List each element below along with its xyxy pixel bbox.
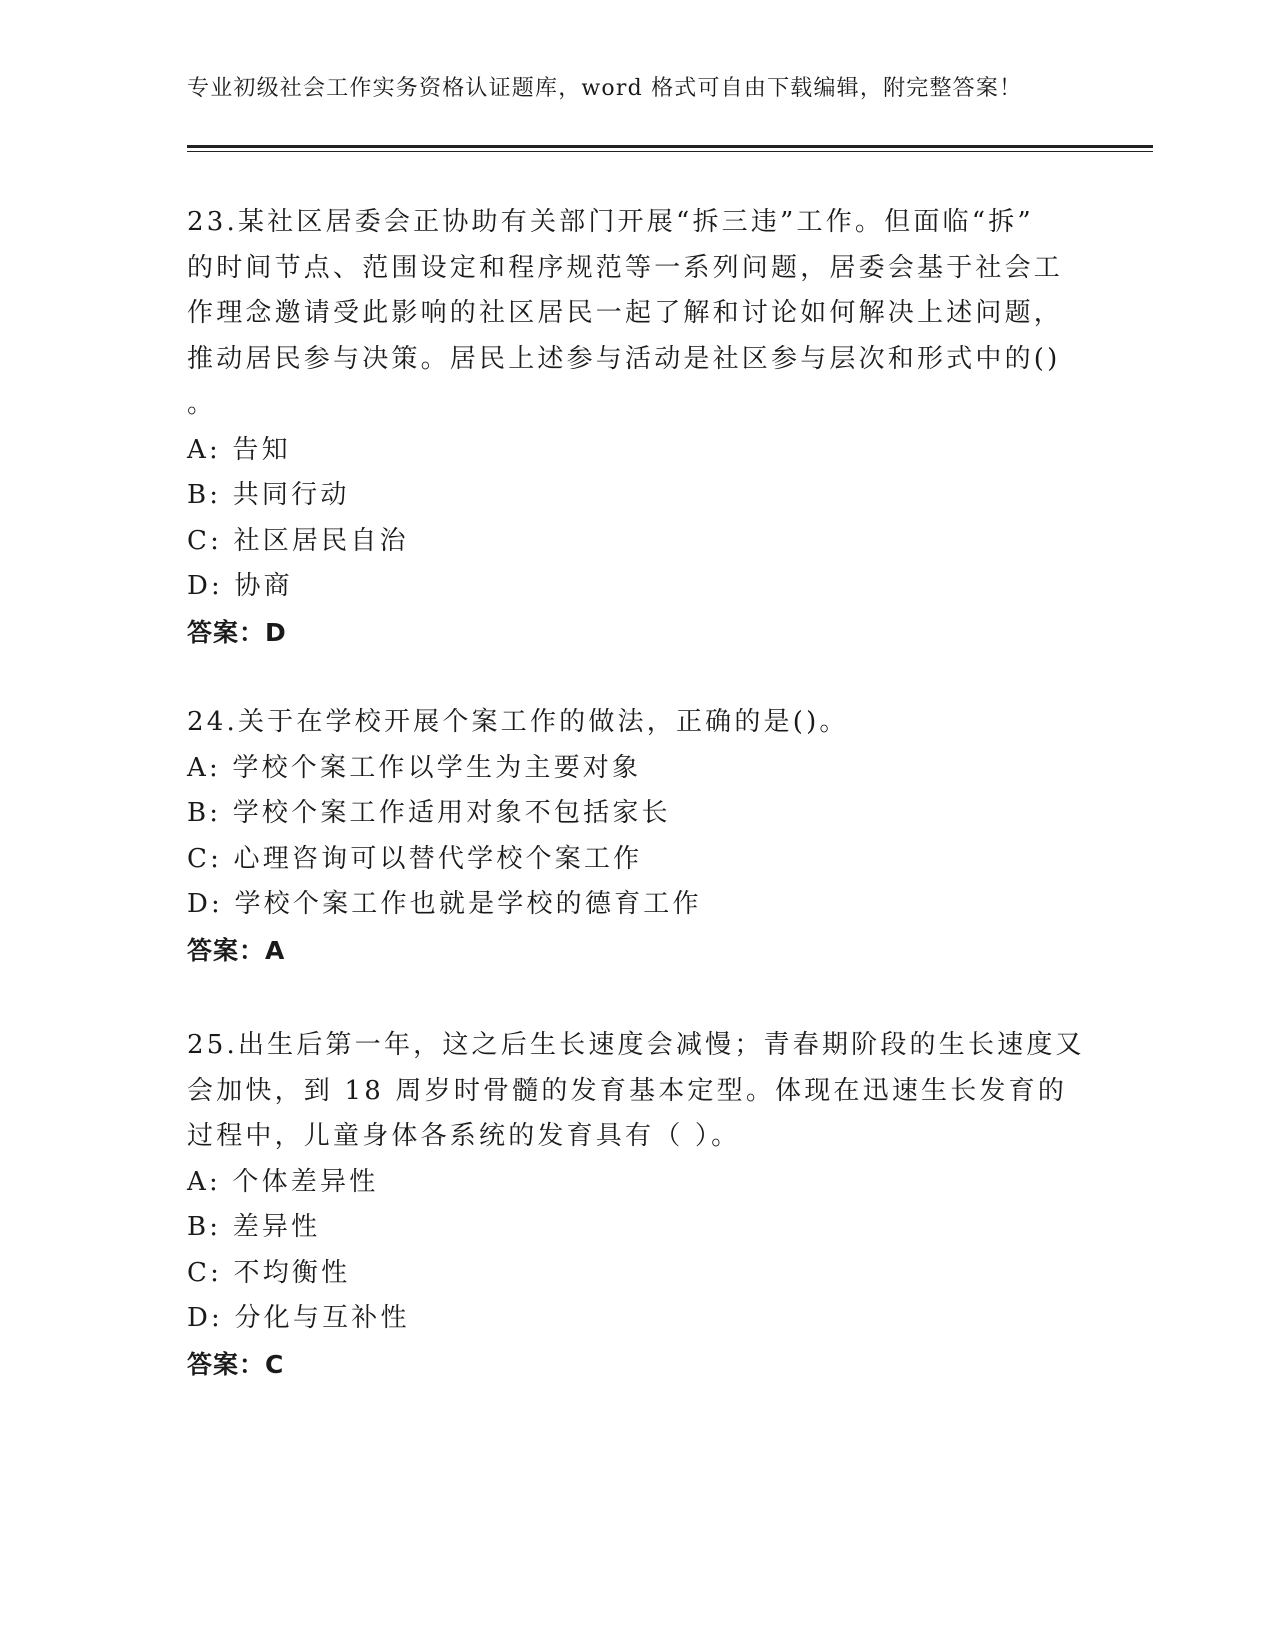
question-25 [187, 1023, 1087, 1387]
option-d: D: 分化与互补性 [187, 1303, 410, 1333]
question-23 [187, 200, 1087, 655]
option-c: C: 心理咨询可以替代学校个案工作 [187, 843, 643, 874]
stem-line: 作理念邀请受此影响的社区居民一起了解和讨论如何解决上述问题， [187, 298, 1064, 328]
option-b: B: 共同行动 [187, 480, 350, 510]
stem-line: 24.关于在学校开展个案工作的做法，正确的是()。 [187, 707, 849, 737]
question-stem [187, 200, 1087, 428]
stem-line: 25.出生后第一年，这之后生长速度会减慢；青春期阶段的生长速度又 [187, 1030, 1085, 1060]
answer-label: 答案：A [187, 935, 286, 965]
answer-label: 答案：D [187, 617, 287, 647]
option-d: D: 学校个案工作也就是学校的德育工作 [187, 889, 702, 919]
stem-line: 的时间节点、范围设定和程序规范等一系列问题，居委会基于社会工 [187, 252, 1064, 283]
header-rule-thick [187, 145, 1153, 148]
stem-line: 推动居民参与决策。居民上述参与活动是社区参与层次和形式中的() [187, 343, 1061, 374]
stem-line: 。 [187, 389, 217, 419]
question-24 [187, 700, 1087, 973]
option-a: A: 学校个案工作以学生为主要对象 [187, 752, 642, 783]
option-a: A: 告知 [187, 434, 291, 465]
option-b: B: 学校个案工作适用对象不包括家长 [187, 798, 671, 828]
option-d: D: 协商 [187, 571, 293, 601]
option-a: A: 个体差异性 [187, 1166, 379, 1197]
option-b: B: 差异性 [187, 1212, 321, 1242]
question-stem [187, 700, 1087, 746]
answer-label: 答案：C [187, 1349, 285, 1379]
option-c: C: 社区居民自治 [187, 525, 409, 556]
page-header: 专业初级社会工作实务资格认证题库，word 格式可自由下载编辑，附完整答案！ [187, 76, 1023, 101]
stem-line: 会加快，到 18 周岁时骨髓的发育基本定型。体现在迅速生长发育的 [187, 1075, 1068, 1106]
question-stem [187, 1023, 1087, 1160]
header-rule-thin [187, 151, 1153, 152]
stem-line: 23.某社区居委会正协助有关部门开展“拆三违”工作。但面临“拆” [187, 207, 1034, 237]
option-c: C: 不均衡性 [187, 1257, 351, 1288]
stem-line: 过程中，儿童身体各系统的发育具有（ ）。 [187, 1121, 741, 1151]
